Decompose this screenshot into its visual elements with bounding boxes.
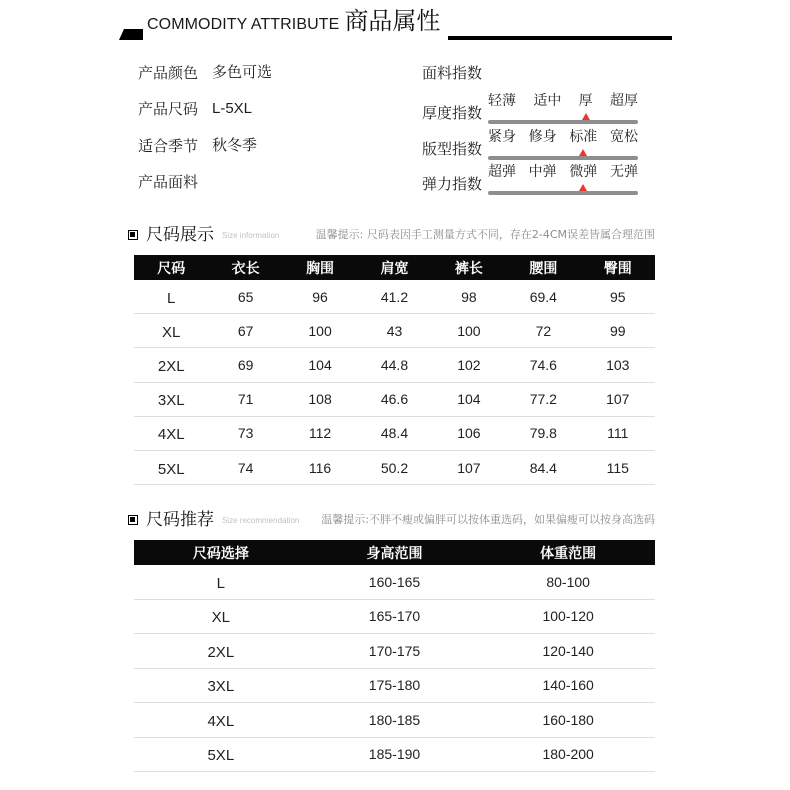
height-range-cell: 180-185: [368, 711, 421, 728]
weight-range-cell: 160-180: [542, 711, 594, 728]
garment-length-cell: 67: [237, 322, 254, 339]
column-header-pants-length: 裤长: [454, 260, 483, 277]
table-row: [134, 314, 655, 348]
table-header-row: [134, 540, 655, 565]
pants-length-cell: 106: [457, 425, 481, 442]
size-cell: 3XL: [157, 392, 185, 410]
column-header-garment-length: 衣长: [231, 260, 260, 277]
scale-option: 厚: [579, 92, 593, 110]
section-title: 尺码推荐: [146, 510, 214, 530]
garment-length-cell: 71: [237, 391, 254, 408]
chest-cell: 112: [308, 425, 332, 442]
column-header-hip: 臀围: [603, 260, 632, 277]
column-header-shoulder: 肩宽: [380, 260, 409, 277]
table-row: [134, 565, 655, 600]
table-row: [134, 738, 655, 773]
shoulder-cell: 41.2: [380, 288, 409, 305]
header-rule: [448, 36, 672, 40]
column-header-size-choice: 尺码选择: [192, 545, 249, 562]
waist-cell: 69.4: [529, 288, 557, 305]
scale-options: [488, 128, 638, 146]
attribute-label: 产品尺码: [138, 100, 199, 119]
weight-range-cell: 140-160: [542, 677, 594, 694]
weight-range-cell: 80-100: [546, 573, 590, 590]
table-row: [134, 703, 655, 738]
table-row: [134, 669, 655, 704]
weight-range-cell: 100-120: [542, 608, 594, 625]
hip-cell: 107: [606, 391, 630, 408]
waist-cell: 74.6: [529, 356, 557, 373]
attribute-label: 产品面料: [138, 172, 199, 191]
attribute-list: [138, 63, 272, 208]
scale-option: 宽松: [609, 128, 638, 145]
header-title-en: COMMODITY ATTRIBUTE: [147, 16, 340, 33]
table-row: [134, 383, 655, 417]
size-recommendation-heading: [128, 510, 655, 530]
garment-length-cell: 73: [237, 425, 254, 442]
scale-label: 弹力指数: [422, 175, 483, 193]
shoulder-cell: 43: [386, 322, 403, 339]
scale-option: 标准: [569, 128, 597, 146]
scale-label: 厚度指数: [422, 104, 483, 122]
column-header-chest: 胸围: [306, 260, 335, 277]
shoulder-cell: 48.4: [380, 425, 409, 442]
scale-option: 微弹: [569, 163, 597, 181]
attribute-header: [147, 7, 440, 35]
column-header-height-range: 身高范围: [366, 545, 423, 562]
hip-cell: 95: [609, 288, 626, 305]
hip-cell: 99: [609, 322, 626, 339]
section-subtitle: Size recommendation: [222, 515, 300, 525]
size-cell: 2XL: [157, 357, 185, 375]
selected-marker-icon: [579, 184, 587, 191]
scale-track: [488, 191, 638, 195]
scale-option: 中弹: [528, 164, 557, 180]
table-header-row: [134, 255, 655, 280]
scale-option: 修身: [528, 128, 557, 145]
chest-cell: 100: [308, 322, 332, 339]
scale-option: 超厚: [609, 93, 638, 109]
thickness-scale: [422, 92, 638, 128]
size-cell: XL: [211, 609, 230, 627]
size-cell: XL: [162, 323, 181, 341]
header-accent-block: [119, 29, 143, 40]
height-range-cell: 165-170: [368, 608, 421, 625]
pants-length-cell: 104: [457, 391, 481, 408]
size-cell: L: [216, 574, 225, 592]
attribute-row-color: [138, 63, 272, 99]
size-cell: 4XL: [157, 426, 185, 444]
header-title-cn: 商品属性: [344, 7, 441, 35]
height-range-cell: 170-175: [368, 642, 421, 659]
attribute-row-size: [138, 99, 272, 135]
size-cell: 5XL: [157, 460, 185, 478]
chest-cell: 108: [308, 391, 332, 408]
hip-cell: 115: [606, 459, 629, 476]
weight-range-cell: 180-200: [542, 746, 594, 763]
size-recommendation-table: [134, 540, 655, 772]
section-note: 温馨提示: 尺码表因手工测量方式不同，存在2-4CM误差皆属合理范围: [315, 228, 655, 241]
attribute-label: 产品颜色: [138, 64, 199, 82]
shoulder-cell: 44.8: [380, 356, 409, 373]
fabric-index-title: 面料指数: [422, 64, 483, 82]
selected-marker-icon: [579, 149, 587, 156]
scale-track: [488, 120, 638, 124]
size-cell: 2XL: [207, 643, 235, 661]
size-cell: 5XL: [207, 747, 235, 765]
section-subtitle: Size information: [222, 230, 280, 240]
size-info-heading: [128, 225, 655, 245]
chest-cell: 116: [308, 459, 332, 476]
attribute-value: 秋冬季: [212, 136, 258, 154]
shoulder-cell: 46.6: [380, 391, 409, 408]
waist-cell: 72: [535, 322, 552, 339]
attribute-row-season: [138, 136, 272, 172]
garment-length-cell: 69: [237, 356, 254, 373]
section-title: 尺码展示: [146, 225, 214, 245]
height-range-cell: 185-190: [368, 746, 421, 763]
column-header-weight-range: 体重范围: [540, 545, 597, 562]
pants-length-cell: 98: [461, 288, 477, 305]
waist-cell: 77.2: [529, 391, 557, 408]
column-header-waist: 腰围: [529, 260, 558, 277]
scale-option: 适中: [533, 93, 562, 109]
height-range-cell: 175-180: [368, 677, 421, 694]
weight-range-cell: 120-140: [542, 642, 594, 659]
attribute-value: L-5XL: [212, 100, 253, 118]
garment-length-cell: 74: [237, 459, 254, 476]
chest-cell: 104: [308, 356, 332, 373]
size-cell: L: [167, 289, 176, 307]
table-row: [134, 280, 655, 314]
size-info-table: [134, 255, 655, 485]
scale-option: 超弹: [488, 164, 516, 180]
section-square-icon: [128, 515, 138, 525]
table-row: [134, 417, 655, 451]
scale-option: 轻薄: [488, 93, 516, 109]
section-note: 温馨提示:不胖不瘦或偏胖可以按体重选码，如果偏瘦可以按身高选码: [321, 513, 655, 526]
selected-marker-icon: [582, 113, 590, 120]
attribute-row-fabric: [138, 172, 272, 208]
scale-option: 紧身: [488, 128, 516, 145]
hip-cell: 111: [607, 425, 629, 442]
pants-length-cell: 107: [457, 459, 481, 476]
scale-options: [488, 163, 638, 181]
scale-track: [488, 156, 638, 160]
hip-cell: 103: [606, 356, 630, 373]
table-row: [134, 348, 655, 382]
scale-option: 无弹: [609, 164, 638, 180]
fit-scale: [422, 128, 638, 164]
scale-label: 版型指数: [422, 139, 483, 158]
shoulder-cell: 50.2: [380, 459, 409, 476]
pants-length-cell: 102: [457, 356, 481, 373]
column-header-size: 尺码: [157, 260, 186, 277]
size-cell: 4XL: [207, 712, 235, 730]
garment-length-cell: 65: [237, 288, 254, 305]
scale-options: [488, 92, 638, 110]
height-range-cell: 160-165: [368, 573, 421, 590]
attribute-value: 多色可选: [212, 64, 273, 81]
waist-cell: 84.4: [529, 459, 557, 476]
waist-cell: 79.8: [529, 425, 557, 442]
elasticity-scale: [422, 163, 638, 199]
chest-cell: 96: [312, 288, 328, 305]
size-cell: 3XL: [207, 678, 235, 696]
table-row: [134, 634, 655, 669]
attribute-label: 适合季节: [138, 136, 199, 155]
table-row: [134, 600, 655, 635]
table-row: [134, 451, 655, 485]
section-square-icon: [128, 230, 138, 240]
pants-length-cell: 100: [457, 322, 481, 339]
